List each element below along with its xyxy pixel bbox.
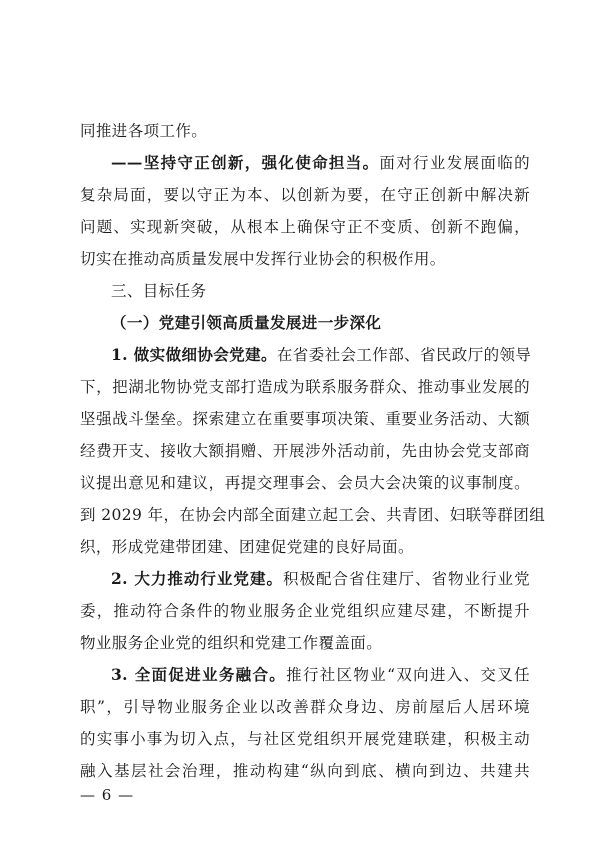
- text-run: 织，形成党建带团建、团建促党建的良好局面。: [80, 538, 414, 556]
- bold-heading-run: 3. 全面促进业务融合。: [111, 665, 287, 684]
- paragraph-line: [80, 249, 530, 269]
- section-heading-text: 三、目标任务: [111, 282, 207, 300]
- text-run: 切实在推动高质量发展中发挥行业协会的积极作用。: [80, 250, 446, 268]
- paragraph-line: [80, 185, 530, 205]
- paragraph-line: [80, 729, 530, 749]
- bold-heading-run: ——坚持守正创新，强化使命担当。: [111, 153, 380, 172]
- text-run: 下，把湖北物协党支部打造成为联系服务群众、推动事业发展的: [80, 378, 530, 396]
- text-run: 到 2029 年，在协会内部全面建立起工会、共青团、妇联等群团组: [80, 506, 546, 524]
- section-heading: [111, 281, 530, 301]
- text-run: 职”，引导物业服务企业以改善群众身边、房前屋后人居环境: [80, 698, 530, 716]
- paragraph-line: [80, 121, 530, 141]
- bold-heading-run: 1. 做实做细协会党建。: [111, 345, 277, 364]
- paragraph-line: [80, 441, 530, 461]
- paragraph-line: [111, 153, 530, 173]
- paragraph-line: [80, 537, 530, 557]
- subsection-heading: [111, 313, 530, 333]
- paragraph-line: [80, 217, 530, 237]
- paragraph-line: [111, 345, 530, 365]
- text-run: 推行社区物业“双向进入、交叉任: [286, 666, 530, 684]
- text-run: 复杂局面，要以守正为本、以创新为要，在守正创新中解决新: [80, 186, 530, 204]
- text-run: 面对行业发展面临的: [379, 154, 530, 172]
- paragraph-line: [80, 409, 530, 429]
- text-run: 物业服务企业党的组织和党建工作覆盖面。: [80, 634, 383, 652]
- paragraph-line: [111, 569, 530, 589]
- paragraph-line: [80, 601, 530, 621]
- subsection-heading-text: （一）党建引领高质量发展进一步深化: [111, 313, 382, 332]
- text-run: 的实事小事为切入点，与社区党组织开展党建联建，积极主动: [80, 730, 530, 748]
- paragraph-line: [80, 473, 530, 493]
- text-run: 坚强战斗堡垒。探索建立在重要事项决策、重要业务活动、大额: [80, 410, 530, 428]
- paragraph-line: [80, 633, 530, 653]
- text-run: 积极配合省住建厅、省物业行业党: [282, 570, 530, 588]
- text-run: 委，推动符合条件的物业服务企业党组织应建尽建，不断提升: [80, 602, 530, 620]
- paragraph-line: [80, 505, 546, 525]
- text-run: 经费开支、接收大额捐赠、开展涉外活动前，先由协会党支部商: [80, 442, 530, 460]
- text-run: 议提出意见和建议，再提交理事会、会员大会决策的议事制度。: [80, 474, 530, 492]
- text-run: 融入基层社会治理，推动构建“纵向到底、横向到边、共建共: [80, 762, 530, 780]
- paragraph-line: [111, 665, 530, 685]
- text-run: 同推进各项工作。: [80, 122, 208, 140]
- bold-heading-run: 2. 大力推动行业党建。: [111, 569, 283, 588]
- paragraph-line: [80, 761, 530, 781]
- text-run: 在省委社会工作部、省民政厅的领导: [276, 346, 532, 364]
- paragraph-line: [80, 377, 530, 397]
- text-run: 问题、实现新突破，从根本上确保守正不变质、创新不跑偏，: [80, 218, 530, 236]
- page-number: — 6 —: [80, 786, 135, 804]
- paragraph-line: [80, 697, 530, 717]
